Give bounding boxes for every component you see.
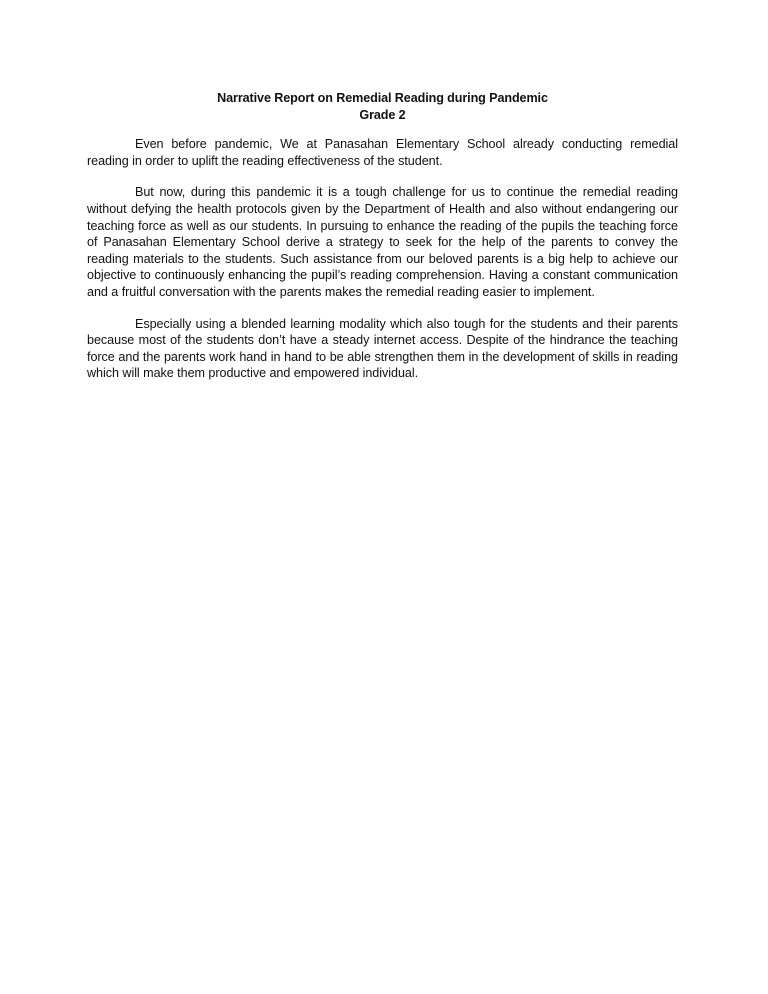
paragraph-1: Even before pandemic, We at Panasahan Elementary School already conducting remedial reading in order to uplift the reading effectiveness of the student. <box>87 137 678 168</box>
paragraph-3: Especially using a blended learning modality which also tough for the students and their parents because most of the students don’t have a steady internet access. Despite of the hindrance the teaching force and the parents work hand in hand to be able strengthen them in the development of skills in reading which will make them productive and empowered individual. <box>87 316 678 381</box>
document-content <box>87 90 678 382</box>
paragraph-2: But now, during this pandemic it is a tough challenge for us to continue the remedial reading without defying the health protocols given by the Department of Health and also without endangering our teaching force as well as our students. In pursuing to enhance the reading of the pupils the teaching force of Panasahan Elementary School derive a strategy to seek for the help of the parents to convey the reading materials to the students. Such assistance from our beloved parents is a big help to achieve our objective to continuously enhancing the pupil’s reading comprehension. Having a constant communication and a fruitful conversation with the parents makes the remedial reading easier to implement. <box>87 185 678 299</box>
title-line-1: Narrative Report on Remedial Reading during Pandemic <box>217 91 548 105</box>
title-line-2: Grade 2 <box>359 107 406 122</box>
document-title <box>87 90 678 123</box>
